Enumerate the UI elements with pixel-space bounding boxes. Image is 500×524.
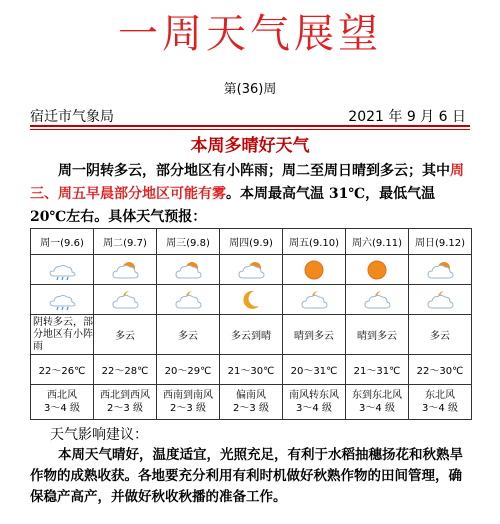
day-cell: 周六(9.11) — [346, 229, 409, 255]
partly-cloudy-icon — [237, 259, 265, 281]
page-title: 一周天气展望 — [118, 11, 382, 57]
divider-thin — [30, 129, 470, 130]
day-cell: 周二(9.7) — [94, 229, 157, 255]
temperature-cell: 20～29℃ — [157, 355, 220, 385]
day-cell: 周四(9.9) — [220, 229, 283, 255]
cloudy-night-icon — [363, 289, 391, 311]
description-row — [31, 315, 472, 355]
day-weather-cell — [157, 255, 220, 285]
partly-cloudy-icon — [426, 259, 454, 281]
day-icon-row — [31, 255, 472, 285]
weather-desc-cell: 晴到多云 — [283, 315, 346, 355]
day-weather-cell — [346, 255, 409, 285]
cloudy-night-icon — [174, 289, 202, 311]
cloudy-night-icon — [426, 289, 454, 311]
weather-desc-cell: 多云 — [157, 315, 220, 355]
weather-desc-cell: 多云 — [94, 315, 157, 355]
temperature-cell: 22～30℃ — [409, 355, 472, 385]
wind-level: 2～3 级 — [170, 403, 206, 414]
issue-date: 2021 年 9 月 6 日 — [348, 109, 466, 125]
night-weather-cell — [283, 285, 346, 315]
moon-icon — [237, 289, 265, 311]
wind-cell — [157, 385, 220, 420]
cloudy-night-icon — [111, 289, 139, 311]
wind-direction: 西北到西风 — [100, 390, 150, 401]
cloudy-night-icon — [300, 289, 328, 311]
night-weather-cell — [157, 285, 220, 315]
fog-warning: 周三、周五早晨部分地区可能有雾 — [30, 163, 464, 202]
weather-desc-cell: 晴到多云 — [346, 315, 409, 355]
wind-cell — [283, 385, 346, 420]
wind-level: 3～4 级 — [44, 403, 80, 414]
day-weather-cell — [31, 255, 94, 285]
day-cell: 周一(9.6) — [31, 229, 94, 255]
wind-cell — [409, 385, 472, 420]
day-weather-cell — [94, 255, 157, 285]
weather-desc-cell: 多云到晴 — [220, 315, 283, 355]
wind-row — [31, 385, 472, 420]
wind-level: 2～3 级 — [233, 403, 269, 414]
wind-direction: 南风转东风 — [289, 390, 339, 401]
wind-direction: 东到东北风 — [352, 390, 402, 401]
day-cell: 周日(9.12) — [409, 229, 472, 255]
summary-text: 周一阴转多云，部分地区有小阵雨；周二至周日晴到多云；其中 — [58, 163, 450, 179]
issue-number: 第(36)周 — [223, 82, 277, 97]
partly-cloudy-icon — [174, 259, 202, 281]
night-weather-cell — [346, 285, 409, 315]
day-cell: 周五(9.10) — [283, 229, 346, 255]
summary-text-end: 。本周最高气温 31℃，最低气温 20℃左右。具体天气预报： — [30, 186, 436, 225]
temperature-row — [31, 355, 472, 385]
day-row — [31, 229, 472, 255]
wind-direction: 偏南风 — [236, 390, 266, 401]
day-weather-cell — [220, 255, 283, 285]
sun-icon — [363, 259, 391, 281]
impact-heading: 天气影响建议： — [50, 427, 148, 443]
wind-level: 3～4 级 — [422, 403, 458, 414]
wind-direction: 东北风 — [425, 390, 455, 401]
cloud-rain-icon — [48, 289, 76, 311]
temperature-cell: 21～31℃ — [346, 355, 409, 385]
partly-cloudy-icon — [111, 259, 139, 281]
night-weather-cell — [94, 285, 157, 315]
wind-level: 3～4 级 — [296, 403, 332, 414]
wind-cell — [94, 385, 157, 420]
weather-desc-cell: 多云 — [409, 315, 472, 355]
wind-cell — [346, 385, 409, 420]
wind-direction: 西北风 — [47, 390, 77, 401]
day-weather-cell — [409, 255, 472, 285]
wind-cell — [220, 385, 283, 420]
temperature-cell: 21～30℃ — [220, 355, 283, 385]
temperature-cell: 22～28℃ — [94, 355, 157, 385]
sun-icon — [300, 259, 328, 281]
temperature-cell: 22～26℃ — [31, 355, 94, 385]
forecast-table — [30, 228, 472, 420]
cloud-rain-icon — [48, 259, 76, 281]
temperature-cell: 20～31℃ — [283, 355, 346, 385]
headline: 本周多晴好天气 — [190, 136, 310, 156]
impact-paragraph: 本周天气晴好，温度适宜，光照充足，有利于水稻抽穗扬花和秋熟旱作物的成熟收获。各地要充分利用有利时机做好秋熟作物的田间管理，确保稳产高产，并做好秋收秋播的准备工作。 — [30, 447, 463, 505]
wind-level: 3～4 级 — [359, 403, 395, 414]
night-weather-cell — [409, 285, 472, 315]
wind-direction: 西南到南风 — [163, 390, 213, 401]
night-weather-cell — [220, 285, 283, 315]
summary-paragraph — [30, 160, 472, 229]
wind-cell — [31, 385, 94, 420]
day-weather-cell — [283, 255, 346, 285]
night-icon-row — [31, 285, 472, 315]
divider — [30, 125, 470, 127]
weather-desc-cell: 阴转多云，部分地区有小阵雨 — [31, 315, 94, 355]
wind-level: 2～3 级 — [107, 403, 143, 414]
day-cell: 周三(9.8) — [157, 229, 220, 255]
issuer: 宿迁市气象局 — [30, 109, 114, 125]
night-weather-cell — [31, 285, 94, 315]
